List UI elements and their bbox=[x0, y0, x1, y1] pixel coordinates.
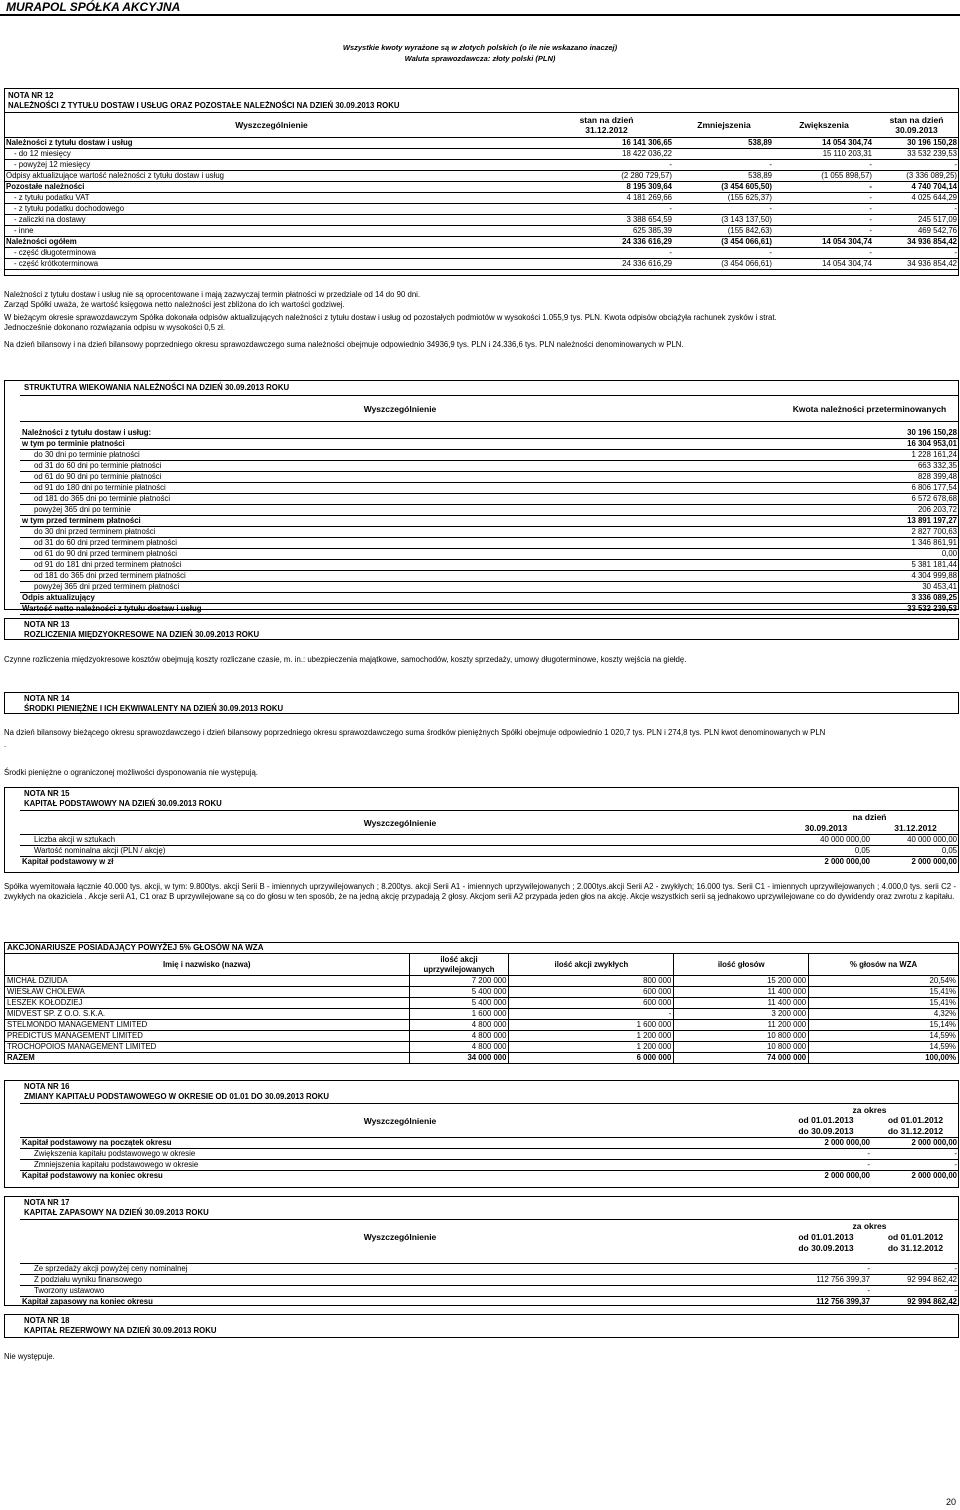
row-label: Ze sprzedaży akcji powyżej ceny nominalnej bbox=[20, 1264, 780, 1275]
table-row bbox=[20, 526, 959, 537]
row-label: Zmniejszenia kapitału podstawowego w okresie bbox=[20, 1160, 780, 1171]
row-label: - do 12 miesięcy bbox=[4, 149, 539, 160]
table-row bbox=[4, 215, 959, 226]
shareholders-title: AKCJONARIUSZE POSIADAJĄCY POWYŻEJ 5% GŁOSÓW NA WZA bbox=[5, 943, 959, 954]
row-value: 538,89 bbox=[674, 171, 774, 182]
table-row bbox=[5, 987, 959, 998]
row-value bbox=[674, 149, 774, 160]
table-row bbox=[20, 515, 959, 526]
aging-value: 206 203,72 bbox=[780, 504, 959, 515]
aging-value: 33 532 239,53 bbox=[780, 603, 959, 614]
aging-label: od 181 do 365 dni przed terminem płatności bbox=[20, 570, 780, 581]
table-row bbox=[20, 1160, 959, 1171]
row-label: - zaliczki na dostawy bbox=[4, 215, 539, 226]
aging-label: powyżej 365 dni przed terminem płatności bbox=[20, 581, 780, 592]
row-value: - bbox=[774, 248, 874, 259]
row-value: 3 388 654,59 bbox=[539, 215, 674, 226]
aging-value: 3 336 089,25 bbox=[780, 592, 959, 603]
aging-value: 1 346 861,91 bbox=[780, 537, 959, 548]
holder-name: WIESŁAW CHOLEWA bbox=[5, 987, 410, 998]
aging-value: 828 399,48 bbox=[780, 471, 959, 482]
row-value: - bbox=[780, 1160, 872, 1171]
note-13-number: NOTA NR 13 bbox=[24, 620, 70, 629]
holders-header-votes: ilość głosów bbox=[674, 954, 809, 976]
row-value: - bbox=[774, 160, 874, 171]
row-label: - z tytułu podatku VAT bbox=[4, 193, 539, 204]
info-line-1: Wszystkie kwoty wyrażone są w złotych polskich (o ile nie wskazano inaczej) bbox=[342, 43, 618, 52]
aging-label: Wartość netto należności z tytułu dostaw i usług bbox=[20, 603, 780, 614]
row-label: - powyżej 12 miesięcy bbox=[4, 160, 539, 171]
row-value: 2 000 000,00 bbox=[872, 1171, 959, 1182]
row-label: - inne bbox=[4, 226, 539, 237]
n17-header-desc: Wyszczególnienie bbox=[20, 1220, 780, 1254]
aging-label: w tym przed terminem płatności bbox=[20, 515, 780, 526]
table-row bbox=[5, 1031, 959, 1042]
row-value: - bbox=[872, 1264, 959, 1275]
note-12-title: NALEŻNOŚCI Z TYTUŁU DOSTAW I USŁUG ORAZ POZOSTAŁE NALEŻNOŚCI NA DZIEŃ 30.09.2013 ROKU bbox=[8, 101, 400, 110]
row-value: - bbox=[872, 1286, 959, 1297]
row-value: 4 181 269,66 bbox=[539, 193, 674, 204]
note-12-para-1: Należności z tytułu dostaw i usług nie są oprocentowane i mają zazwyczaj termin płatności w przedziale od 14 do 90 dni. bbox=[4, 290, 421, 299]
table-row bbox=[20, 581, 959, 592]
holder-value: 1 600 000 bbox=[509, 1020, 674, 1031]
holder-value: 11 200 000 bbox=[674, 1020, 809, 1031]
row-label: Kapitał podstawowy na początek okresu bbox=[20, 1138, 780, 1149]
table-row bbox=[4, 248, 959, 259]
row-value: 14 054 304,74 bbox=[774, 138, 874, 149]
info-line-2: Waluta sprawozdawcza: złoty polski (PLN) bbox=[404, 54, 556, 63]
company-name: MURAPOL SPÓŁKA AKCYJNA bbox=[0, 0, 960, 16]
holder-value: 15,41% bbox=[809, 987, 959, 998]
row-value: 40 000 000,00 bbox=[780, 835, 872, 846]
table-row bbox=[20, 548, 959, 559]
table-row bbox=[4, 259, 959, 270]
table-row bbox=[4, 237, 959, 248]
row-value: - bbox=[674, 248, 774, 259]
n16-header-col2a: od 01.01.2012 bbox=[887, 1115, 944, 1126]
aging-label: od 61 do 90 dni po terminie płatności bbox=[20, 471, 780, 482]
table-row bbox=[20, 1149, 959, 1160]
holder-value: 1 600 000 bbox=[409, 1009, 509, 1020]
row-value: - bbox=[539, 248, 674, 259]
total-value: 6 000 000 bbox=[509, 1053, 674, 1064]
note-15-number: NOTA NR 15 bbox=[24, 789, 70, 798]
table-row bbox=[20, 603, 959, 614]
table-row bbox=[4, 160, 959, 171]
table-row bbox=[20, 1138, 959, 1149]
n16-header-desc: Wyszczególnienie bbox=[20, 1104, 780, 1138]
row-value: 0,05 bbox=[872, 846, 959, 857]
row-value: 92 994 862,42 bbox=[872, 1275, 959, 1286]
note-17-number: NOTA NR 17 bbox=[24, 1198, 70, 1207]
aging-header-desc: Wyszczególnienie bbox=[20, 396, 780, 422]
row-value: 4 740 704,14 bbox=[874, 182, 959, 193]
table-row bbox=[20, 1275, 959, 1286]
row-value: 538,89 bbox=[674, 138, 774, 149]
aging-table bbox=[20, 395, 959, 615]
n17-header-col1a: od 01.01.2013 bbox=[798, 1231, 854, 1242]
aging-label: Odpis aktualizujący bbox=[20, 592, 780, 603]
n17-header-col1b: do 30.09.2013 bbox=[798, 1242, 854, 1253]
table-row bbox=[20, 504, 959, 515]
row-value: 469 542,76 bbox=[874, 226, 959, 237]
note-18-number: NOTA NR 18 bbox=[24, 1316, 70, 1325]
row-label: Zwiększenia kapitału podstawowego w okresie bbox=[20, 1149, 780, 1160]
note-12-para-3b: Jednocześnie dokonano rozwiązania odpisu w wysokości 0,5 zł. bbox=[4, 323, 226, 332]
row-label: Pozostałe należności bbox=[4, 182, 539, 193]
row-label: Kapitał podstawowy w zł bbox=[20, 857, 780, 868]
row-value: - bbox=[872, 1149, 959, 1160]
table-row bbox=[5, 1042, 959, 1053]
n15-header-top: na dzień bbox=[780, 811, 959, 823]
holder-value: 14,59% bbox=[809, 1042, 959, 1053]
row-value: - bbox=[780, 1264, 872, 1275]
holder-value: 15 200 000 bbox=[674, 976, 809, 987]
row-label: Tworzony ustawowo bbox=[20, 1286, 780, 1297]
table-row bbox=[20, 1297, 959, 1308]
row-value: - bbox=[874, 248, 959, 259]
table-row bbox=[5, 1009, 959, 1020]
note-15-title: KAPITAŁ PODSTAWOWY NA DZIEŃ 30.09.2013 ROKU bbox=[24, 799, 222, 808]
shareholders-table bbox=[4, 942, 959, 1064]
aging-value: 4 304 999,88 bbox=[780, 570, 959, 581]
holder-value: 14,59% bbox=[809, 1031, 959, 1042]
col-header-end: stan na dzień 30.09.2013 bbox=[874, 113, 959, 138]
holder-value: 5 400 000 bbox=[409, 998, 509, 1009]
row-value: (3 454 605,50) bbox=[674, 182, 774, 193]
table-row bbox=[20, 1171, 959, 1182]
share-capital-table bbox=[20, 810, 959, 867]
aging-label: powyżej 365 dni po terminie bbox=[20, 504, 780, 515]
holder-value: 11 400 000 bbox=[674, 987, 809, 998]
table-row bbox=[20, 592, 959, 603]
table-row bbox=[20, 493, 959, 504]
table-row bbox=[20, 835, 959, 846]
row-value: 2 000 000,00 bbox=[872, 1138, 959, 1149]
aging-value: 6 572 678,68 bbox=[780, 493, 959, 504]
holder-value: 3 200 000 bbox=[674, 1009, 809, 1020]
row-value: - bbox=[539, 204, 674, 215]
row-value: (155 842,63) bbox=[674, 226, 774, 237]
row-value: 34 936 854,42 bbox=[874, 237, 959, 248]
row-value: (3 454 066,61) bbox=[674, 237, 774, 248]
row-value: 245 517,09 bbox=[874, 215, 959, 226]
table-row-total bbox=[5, 1053, 959, 1064]
note-12-number: NOTA NR 12 bbox=[8, 91, 54, 100]
n16-header-col2b: do 31.12.2012 bbox=[887, 1126, 944, 1137]
table-row bbox=[4, 204, 959, 215]
total-value: 100,00% bbox=[809, 1053, 959, 1064]
total-value: 74 000 000 bbox=[674, 1053, 809, 1064]
aging-label: do 30 dni przed terminem płatności bbox=[20, 526, 780, 537]
row-value: 92 994 862,42 bbox=[872, 1297, 959, 1308]
note-16-number: NOTA NR 16 bbox=[24, 1082, 70, 1091]
row-value: 18 422 036,22 bbox=[539, 149, 674, 160]
table-row bbox=[20, 559, 959, 570]
table-row bbox=[20, 1264, 959, 1275]
holder-value: 4 800 000 bbox=[409, 1042, 509, 1053]
row-value: - bbox=[674, 204, 774, 215]
table-row bbox=[4, 138, 959, 149]
holder-value: 800 000 bbox=[509, 976, 674, 987]
table-row bbox=[20, 1286, 959, 1297]
note-14-title: ŚRODKI PIENIĘŻNE I ICH EKWIWALENTY NA DZIEŃ 30.09.2013 ROKU bbox=[24, 704, 284, 713]
aging-value: 2 827 700,63 bbox=[780, 526, 959, 537]
holder-value: 7 200 000 bbox=[409, 976, 509, 987]
row-value: 33 532 239,53 bbox=[874, 149, 959, 160]
holder-name: STELMONDO MANAGEMENT LIMITED bbox=[5, 1020, 410, 1031]
row-label: - z tytułu podatku dochodowego bbox=[4, 204, 539, 215]
n17-header-col2a: od 01.01.2012 bbox=[887, 1231, 944, 1242]
holder-value: 600 000 bbox=[509, 987, 674, 998]
aging-value: 0,00 bbox=[780, 548, 959, 559]
holder-name: MIDVEST SP. Z O.O. S.K.A. bbox=[5, 1009, 410, 1020]
table-row bbox=[4, 193, 959, 204]
n17-header-top: za okres bbox=[780, 1220, 959, 1232]
aging-value: 13 891 197,27 bbox=[780, 515, 959, 526]
aging-label: w tym po terminie płatności bbox=[20, 438, 780, 449]
aging-label: od 61 do 90 dni przed terminem płatności bbox=[20, 548, 780, 559]
note-14-dot: . bbox=[4, 740, 7, 749]
note-14-text-2: Środki pieniężne o ograniczonej możliwości dysponowania nie występują. bbox=[4, 768, 258, 777]
note-12-para-4: Na dzień bilansowy i na dzień bilansowy poprzedniego okresu sprawozdawczego suma należności obejmuje odpowiednio 34936,9 tys. PLN i 24.336,6 tys. PLN należności denominowanych w PLN. bbox=[4, 340, 684, 349]
note-13-text: Czynne rozliczenia międzyokresowe kosztów obejmują koszty rozliczane czasie, m. in.: ubezpieczenia majątkowe, samochodów, koszty sprzedaży, umowy długoterminowe, koszty wejścia na giełdę. bbox=[4, 655, 687, 664]
holder-value: 600 000 bbox=[509, 998, 674, 1009]
holder-value: 4 800 000 bbox=[409, 1031, 509, 1042]
row-label: Odpisy aktualizujące wartość należności z tytułu dostaw i usług bbox=[4, 171, 539, 182]
aging-value: 5 381 181,44 bbox=[780, 559, 959, 570]
aging-title: STRUKTUTRA WIEKOWANIA NALEŻNOŚCI NA DZIEŃ 30.09.2013 ROKU bbox=[24, 383, 290, 392]
table-row bbox=[5, 1020, 959, 1031]
row-value: 2 000 000,00 bbox=[872, 857, 959, 868]
row-value: 112 756 399,37 bbox=[780, 1297, 872, 1308]
table-row bbox=[5, 998, 959, 1009]
aging-label: od 181 do 365 dni po terminie płatności bbox=[20, 493, 780, 504]
aging-value: 30 453,41 bbox=[780, 581, 959, 592]
holders-header-name: Imię i nazwisko (nazwa) bbox=[5, 954, 410, 976]
row-value: (1 055 898,57) bbox=[774, 171, 874, 182]
table-row bbox=[20, 460, 959, 471]
aging-header-value: Kwota należności przeterminowanych bbox=[780, 396, 959, 422]
row-value: 16 141 306,65 bbox=[539, 138, 674, 149]
total-label: RAZEM bbox=[5, 1053, 410, 1064]
row-value: 40 000 000,00 bbox=[872, 835, 959, 846]
col-header-increase: Zwiększenia bbox=[774, 113, 874, 138]
note-15-text: Spółka wyemitowała łącznie 40.000 tys. akcji, w tym: 9.800tys. akcji Serii B - imiennych uprzywilejowanych ; 8.200tys. akcji Serii A1 - imiennych uprzywilejowanych ; 2.000tys.akcji Serii A2 - zwykłych; 16.000 tys. Serii C1 - imiennych uprzywilejowanych ; 4.000,0 tys. serii C2 -zwykłych na okaziciela . Akcje serii A1, C1 oraz B uprzywilejowane są co do głosu w ten sposób, że na jedną akcję przypadają 2 głosy. Akcjom serii A2 przypada jeden głos na akcję. Akcje wszystkich serii są jednakowo uprzywilejowane co do dywidendy oraz zwrotu z kapitału. bbox=[4, 882, 956, 901]
note-13-title: ROZLICZENIA MIĘDZYOKRESOWE NA DZIEŃ 30.09.2013 ROKU bbox=[24, 630, 260, 639]
row-value: 24 336 616,29 bbox=[539, 259, 674, 270]
row-label: Z podziału wyniku finansowego bbox=[20, 1275, 780, 1286]
holder-name: PREDICTUS MANAGEMENT LIMITED bbox=[5, 1031, 410, 1042]
n15-header-col1: 30.09.2013 bbox=[804, 823, 848, 834]
row-value: - bbox=[774, 182, 874, 193]
receivables-table bbox=[4, 112, 959, 270]
holder-value: - bbox=[509, 1009, 674, 1020]
total-value: 34 000 000 bbox=[409, 1053, 509, 1064]
aging-label: od 91 do 180 dni po terminie płatności bbox=[20, 482, 780, 493]
aging-label: od 91 do 181 dni przed terminem płatności bbox=[20, 559, 780, 570]
page-number: 20 bbox=[945, 1497, 956, 1507]
holder-value: 20,54% bbox=[809, 976, 959, 987]
aging-label: od 31 do 60 dni po terminie płatności bbox=[20, 460, 780, 471]
row-label: Liczba akcji w sztukach bbox=[20, 835, 780, 846]
holder-value: 1 200 000 bbox=[509, 1031, 674, 1042]
aging-label: Należności z tytułu dostaw i usług: bbox=[20, 428, 780, 439]
table-row bbox=[20, 570, 959, 581]
holder-name: MICHAŁ DZIUDA bbox=[5, 976, 410, 987]
holder-value: 10 800 000 bbox=[674, 1031, 809, 1042]
row-value: (3 336 089,25) bbox=[874, 171, 959, 182]
row-value: 2 000 000,00 bbox=[780, 1138, 872, 1149]
row-value: 24 336 616,29 bbox=[539, 237, 674, 248]
note-18-text: Nie występuje. bbox=[4, 1352, 55, 1361]
row-value: - bbox=[539, 160, 674, 171]
note-12-para-2: Zarząd Spółki uważa, że wartość księgowa netto należności jest zbliżona do ich wartości godziwej. bbox=[4, 300, 345, 309]
row-value: 625 385,39 bbox=[539, 226, 674, 237]
table-row bbox=[4, 182, 959, 193]
col-header-decrease: Zmniejszenia bbox=[674, 113, 774, 138]
reserve-capital-table bbox=[20, 1219, 959, 1307]
row-value: - bbox=[774, 193, 874, 204]
table-row bbox=[4, 226, 959, 237]
holder-name: TROCHOPOIOS MANAGEMENT LIMITED bbox=[5, 1042, 410, 1053]
holder-value: 10 800 000 bbox=[674, 1042, 809, 1053]
row-value: 34 936 854,42 bbox=[874, 259, 959, 270]
row-value: - bbox=[874, 204, 959, 215]
table-row bbox=[4, 171, 959, 182]
row-value: - bbox=[780, 1286, 872, 1297]
aging-value: 6 806 177,54 bbox=[780, 482, 959, 493]
table-row bbox=[20, 846, 959, 857]
row-value: 14 054 304,74 bbox=[774, 259, 874, 270]
row-value: - bbox=[874, 160, 959, 171]
note-17-title: KAPITAŁ ZAPASOWY NA DZIEŃ 30.09.2013 ROKU bbox=[24, 1208, 209, 1217]
holder-value: 4,32% bbox=[809, 1009, 959, 1020]
capital-changes-table bbox=[20, 1103, 959, 1181]
table-row bbox=[5, 976, 959, 987]
row-value: 8 195 309,64 bbox=[539, 182, 674, 193]
n16-header-col1b: do 30.09.2013 bbox=[798, 1126, 854, 1137]
row-value: (3 143 137,50) bbox=[674, 215, 774, 226]
note-18-title: KAPITAŁ REZERWOWY NA DZIEŃ 30.09.2013 ROKU bbox=[24, 1326, 217, 1335]
aging-value: 1 228 161,24 bbox=[780, 449, 959, 460]
table-row bbox=[20, 471, 959, 482]
holders-header-ordinary: ilość akcji zwykłych bbox=[509, 954, 674, 976]
table-row bbox=[20, 428, 959, 439]
holder-value: 15,41% bbox=[809, 998, 959, 1009]
holder-value: 5 400 000 bbox=[409, 987, 509, 998]
holder-value: 1 200 000 bbox=[509, 1042, 674, 1053]
aging-label: do 30 dni po terminie płatności bbox=[20, 449, 780, 460]
row-value: 2 000 000,00 bbox=[780, 857, 872, 868]
row-label: - część krótkoterminowa bbox=[4, 259, 539, 270]
note-12-para-3: W bieżącym okresie sprawozdawczym Spółka dokonała odpisów aktualizujących należności z tytułu dostaw i usług od pozostałych podmiotów w wysokości 1.055,9 tys. PLN. Kwota odpisów obciążyła rachunek zysków i strat. bbox=[4, 313, 777, 322]
row-value: - bbox=[872, 1160, 959, 1171]
holder-value: 15,14% bbox=[809, 1020, 959, 1031]
row-value: (155 625,37) bbox=[674, 193, 774, 204]
row-value: 30 196 150,28 bbox=[874, 138, 959, 149]
row-value: 4 025 644,29 bbox=[874, 193, 959, 204]
aging-value: 663 332,35 bbox=[780, 460, 959, 471]
row-label: Wartość nominalna akcji (PLN / akcję) bbox=[20, 846, 780, 857]
holders-header-pct: % głosów na WZA bbox=[809, 954, 959, 976]
row-value: 2 000 000,00 bbox=[780, 1171, 872, 1182]
row-value: - bbox=[774, 204, 874, 215]
n16-header-col1a: od 01.01.2013 bbox=[798, 1115, 854, 1126]
row-value: - bbox=[780, 1149, 872, 1160]
row-value: - bbox=[774, 215, 874, 226]
aging-value: 30 196 150,28 bbox=[780, 428, 959, 439]
row-value: 15 110 203,31 bbox=[774, 149, 874, 160]
row-value: 0,05 bbox=[780, 846, 872, 857]
n15-header-desc: Wyszczególnienie bbox=[20, 811, 780, 835]
row-value: - bbox=[674, 160, 774, 171]
row-label: Należności z tytułu dostaw i usług bbox=[4, 138, 539, 149]
holders-header-priv: ilość akcji uprzywilejowanych bbox=[409, 954, 509, 976]
row-label: Należności ogółem bbox=[4, 237, 539, 248]
n16-header-top: za okres bbox=[780, 1104, 959, 1116]
row-value: 112 756 399,37 bbox=[780, 1275, 872, 1286]
aging-label: od 31 do 60 dni przed terminem płatności bbox=[20, 537, 780, 548]
n15-header-col2: 31.12.2012 bbox=[894, 823, 937, 834]
note-14-number: NOTA NR 14 bbox=[24, 694, 70, 703]
table-row bbox=[20, 857, 959, 868]
note-14-text: Na dzień bilansowy bieżącego okresu sprawozdawczego i dzień bilansowy poprzedniego okresu sprawozdawczego suma środków pieniężnych Spółki obejmuje odpowiednio 1 020,7 tys. PLN i 274,8 tys. PLN kwot denominowanych w PLN bbox=[4, 728, 826, 737]
n17-header-col2b: do 31.12.2012 bbox=[887, 1242, 944, 1253]
row-label: Kapitał zapasowy na koniec okresu bbox=[20, 1297, 780, 1308]
currency-info bbox=[0, 42, 960, 64]
table-row bbox=[20, 438, 959, 449]
holder-value: 4 800 000 bbox=[409, 1020, 509, 1031]
holder-name: LESZEK KOŁODZIEJ bbox=[5, 998, 410, 1009]
row-label: - część długoterminowa bbox=[4, 248, 539, 259]
table-row bbox=[20, 482, 959, 493]
holder-value: 11 400 000 bbox=[674, 998, 809, 1009]
table-row bbox=[4, 149, 959, 160]
table-row bbox=[20, 537, 959, 548]
table-row bbox=[20, 449, 959, 460]
row-label: Kapitał podstawowy na koniec okresu bbox=[20, 1171, 780, 1182]
col-header-start: stan na dzień 31.12.2012 bbox=[539, 113, 674, 138]
note-16-title: ZMIANY KAPITAŁU PODSTAWOWEGO W OKRESIE OD 01.01 DO 30.09.2013 ROKU bbox=[24, 1092, 330, 1101]
col-header-desc: Wyszczególnienie bbox=[4, 113, 539, 138]
row-value: (3 454 066,61) bbox=[674, 259, 774, 270]
row-value: - bbox=[774, 226, 874, 237]
row-value: 14 054 304,74 bbox=[774, 237, 874, 248]
row-value: (2 280 729,57) bbox=[539, 171, 674, 182]
aging-value: 16 304 953,01 bbox=[780, 438, 959, 449]
